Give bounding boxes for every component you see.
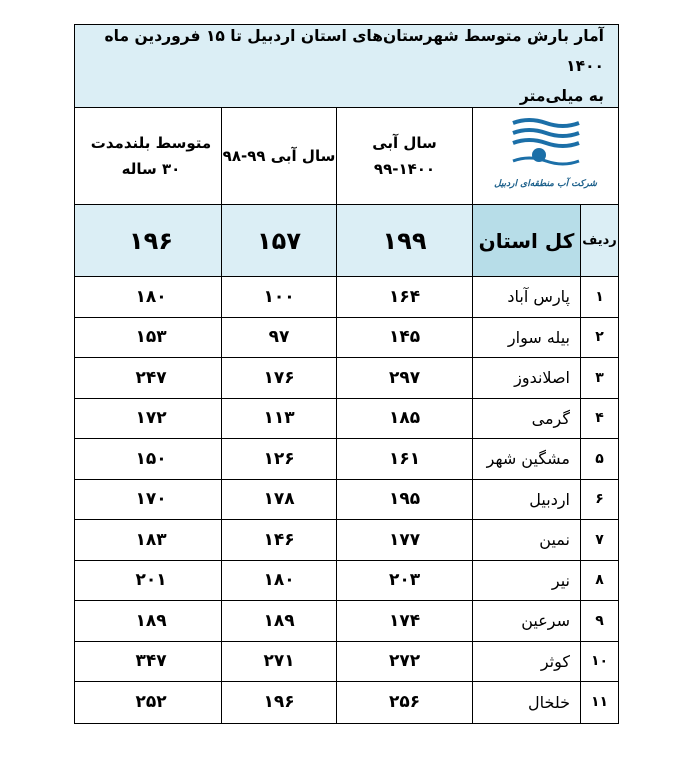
city-name: گرمی bbox=[472, 399, 580, 439]
table-row bbox=[75, 439, 618, 480]
city-name: بیله سوار bbox=[472, 318, 580, 358]
current-year-value: ۲۹۷ bbox=[336, 358, 472, 398]
row-index: ۴ bbox=[580, 399, 618, 439]
title-line-2: به میلی‌متر bbox=[519, 87, 604, 105]
total-longterm: ۱۹۶ bbox=[129, 226, 173, 255]
table-row bbox=[75, 480, 618, 521]
previous-year-value: ۹۷ bbox=[221, 318, 336, 358]
city-name: سرعین bbox=[472, 601, 580, 641]
city-name: اصلاندوز bbox=[472, 358, 580, 398]
previous-year-value: ۱۲۶ bbox=[221, 439, 336, 479]
table-row bbox=[75, 601, 618, 642]
previous-year-value: ۱۷۶ bbox=[221, 358, 336, 398]
data-rows bbox=[75, 277, 618, 723]
row-index: ۹ bbox=[580, 601, 618, 641]
current-year-value: ۱۴۵ bbox=[336, 318, 472, 358]
table-row bbox=[75, 318, 618, 359]
city-name: خلخال bbox=[472, 682, 580, 723]
city-name: اردبیل bbox=[472, 480, 580, 520]
current-year-value: ۱۸۵ bbox=[336, 399, 472, 439]
previous-year-value: ۱۰۰ bbox=[221, 277, 336, 317]
logo-cell bbox=[472, 108, 618, 204]
longterm-value: ۱۵۳ bbox=[135, 327, 167, 348]
row-index: ۷ bbox=[580, 520, 618, 560]
current-year-value: ۱۷۴ bbox=[336, 601, 472, 641]
table-row bbox=[75, 561, 618, 602]
longterm-value: ۲۰۱ bbox=[135, 570, 167, 591]
row-index: ۸ bbox=[580, 561, 618, 601]
row-index: ۶ bbox=[580, 480, 618, 520]
city-name: نیر bbox=[472, 561, 580, 601]
city-name: مشگین شهر bbox=[472, 439, 580, 479]
current-year-value: ۱۶۱ bbox=[336, 439, 472, 479]
row-index-header: ردیف bbox=[580, 205, 618, 276]
longterm-value: ۲۴۷ bbox=[135, 367, 167, 388]
city-name: پارس آباد bbox=[472, 277, 580, 317]
row-index: ۱۰ bbox=[580, 642, 618, 682]
row-index: ۱ bbox=[580, 277, 618, 317]
previous-year-value: ۱۸۰ bbox=[221, 561, 336, 601]
title-line-1: آمار بارش متوسط شهرستان‌های استان اردبیل تا ۱۵ فروردین ماه ۱۴۰۰ bbox=[104, 27, 604, 75]
previous-year-value: ۱۴۶ bbox=[221, 520, 336, 560]
current-year-value: ۲۰۳ bbox=[336, 561, 472, 601]
header-longterm: متوسط بلندمدت ۳۰ ساله bbox=[90, 134, 212, 178]
total-previous: ۱۵۷ bbox=[221, 205, 336, 276]
previous-year-value: ۱۸۹ bbox=[221, 601, 336, 641]
table-title bbox=[75, 25, 618, 108]
header-current-year: سال آبی ۹۹-۱۴۰۰ bbox=[336, 108, 472, 204]
table-row bbox=[75, 399, 618, 440]
current-year-value: ۲۷۲ bbox=[336, 642, 472, 682]
table-row bbox=[75, 682, 618, 723]
previous-year-value: ۲۷۱ bbox=[221, 642, 336, 682]
row-index: ۱۱ bbox=[580, 682, 618, 723]
current-year-value: ۱۶۴ bbox=[336, 277, 472, 317]
table-row bbox=[75, 358, 618, 399]
longterm-value: ۱۸۳ bbox=[135, 529, 167, 550]
current-year-value: ۲۵۶ bbox=[336, 682, 472, 723]
row-index: ۲ bbox=[580, 318, 618, 358]
longterm-value: ۱۸۰ bbox=[135, 286, 167, 307]
previous-year-value: ۱۱۳ bbox=[221, 399, 336, 439]
current-year-value: ۱۹۵ bbox=[336, 480, 472, 520]
header-row bbox=[75, 108, 618, 205]
row-index: ۳ bbox=[580, 358, 618, 398]
total-name: کل استان bbox=[472, 205, 580, 276]
header-previous-year: سال آبی ۹۹-۹۸ bbox=[221, 108, 336, 204]
rainfall-table bbox=[74, 24, 619, 724]
table-row bbox=[75, 642, 618, 683]
longterm-value: ۱۵۰ bbox=[135, 448, 167, 469]
longterm-value: ۱۷۲ bbox=[135, 408, 167, 429]
previous-year-value: ۱۹۶ bbox=[221, 682, 336, 723]
total-row bbox=[75, 205, 618, 277]
water-company-logo-icon bbox=[494, 115, 597, 197]
previous-year-value: ۱۷۸ bbox=[221, 480, 336, 520]
longterm-value: ۱۷۰ bbox=[135, 489, 167, 510]
row-index: ۵ bbox=[580, 439, 618, 479]
table-row bbox=[75, 277, 618, 318]
longterm-value: ۳۴۷ bbox=[135, 651, 167, 672]
table-row bbox=[75, 520, 618, 561]
water-waves-icon bbox=[511, 115, 581, 167]
longterm-value: ۱۸۹ bbox=[135, 610, 167, 631]
longterm-value: ۲۵۲ bbox=[135, 692, 167, 713]
total-current: ۱۹۹ bbox=[336, 205, 472, 276]
current-year-value: ۱۷۷ bbox=[336, 520, 472, 560]
city-name: نمین bbox=[472, 520, 580, 560]
logo-text: شرکت آب منطقه‌ای اردبیل bbox=[494, 179, 597, 189]
city-name: کوثر bbox=[472, 642, 580, 682]
